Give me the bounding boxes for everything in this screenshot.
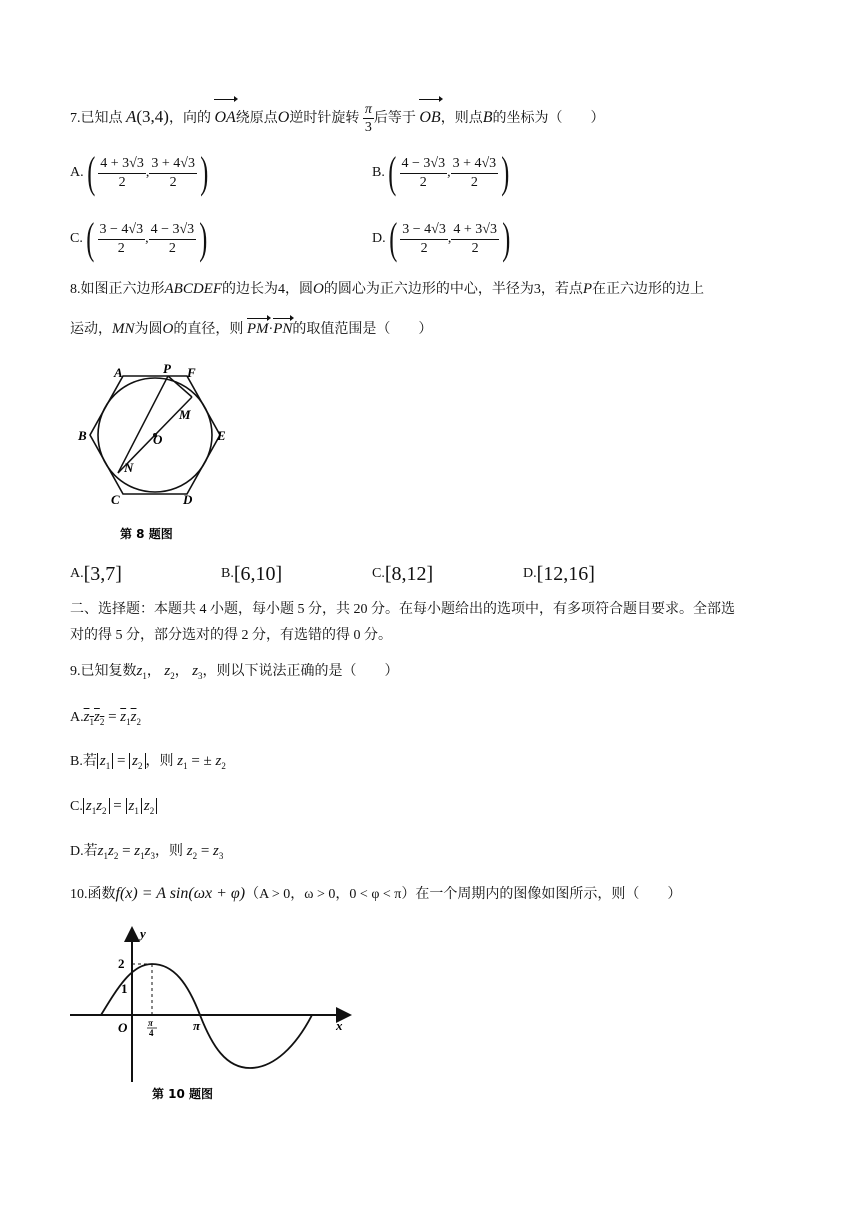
q7-stem: 7.已知点 A(3,4)，向的 OA绕原点O逆时针旋转 $\frac{\pi}{3}$ 后等于 OB，则点B的坐标为（ ）: [70, 101, 605, 136]
label-d: D: [183, 492, 193, 507]
q9-option-a[interactable]: $A.z_1z_2 = \overline{z}_1\overline{z}_2$: [70, 709, 141, 727]
tick-x-pi: π: [193, 1018, 201, 1033]
vector-oa: OA: [214, 101, 235, 135]
label-a: A: [114, 365, 123, 380]
label-m: M: [179, 407, 191, 422]
q10-stem: 10.函数f(x) = A sin(ωx + φ)（A > 0，ω > 0，0 < φ < π）在一个周期内的图像如图所示，则（ ）: [70, 885, 682, 902]
q8-option-a[interactable]: A.[3,7]: [70, 563, 122, 585]
q9-stem: 9.已知复数$z_1$， $z_2$， $z_3$，则以下说法正确的是（ ）: [70, 663, 399, 681]
tick-x-pi-over-4-den: 4: [149, 1028, 154, 1038]
section2-line1: 二、选择题：本题共 4 小题，每小题 5 分，共 20 分。在每小题给出的选项中，有多项符合题目要求。全部选: [70, 602, 735, 617]
q7-option-a[interactable]: A. ( $\frac{4 + 3√3}{2}$ , $\frac{3 + 4√3}{2}$ ): [70, 148, 209, 197]
q8-option-b[interactable]: B.[6,10]: [221, 563, 283, 585]
y-axis-label: y: [140, 926, 146, 941]
tick-x-pi-over-4-num: π: [148, 1018, 153, 1028]
x-axis-label: x: [336, 1018, 343, 1033]
q7-option-b[interactable]: B. ( $\frac{4 - 3√3}{2}$ , $\frac{3 + 4√3}{2}$ ): [372, 148, 510, 197]
origin-label: O: [118, 1020, 128, 1035]
label-f: F: [187, 365, 196, 380]
label-p: P: [163, 361, 171, 376]
figure-8-caption: 第 8 题图: [120, 527, 173, 541]
label-b: B: [78, 428, 87, 443]
q9-option-c[interactable]: C. $z_1z_2 = z_1$ $z_2$: [70, 797, 157, 817]
q8-stem-line1: 8.如图正六边形ABCDEF的边长为4，圆O的圆心为正六边形的中心，半径为3，若点P在正六边形的边上: [70, 281, 705, 297]
label-o: O: [153, 432, 163, 447]
section2-line2: 对的得 5 分，部分选对的得 2 分，有选错的得 0 分。: [70, 628, 392, 643]
tick-y-2: 2: [118, 956, 125, 971]
label-e: E: [217, 428, 226, 443]
line-pn: [118, 376, 168, 473]
q9-option-d[interactable]: D.若$z_1z_2 = z_1z_3$，则 $z_2 = z_3$: [70, 843, 224, 861]
q8-option-c[interactable]: C.[8,12]: [372, 563, 434, 585]
vector-pm: PM: [246, 321, 269, 337]
q9-option-b[interactable]: B.若 $z_1 = z_2$ ，则 $z_1$ = ± $z_2$: [70, 753, 226, 771]
angle-fraction: $\frac{\pi}{3}$: [364, 101, 372, 136]
label-n: N: [124, 460, 134, 475]
q7-option-c[interactable]: C. ( $\frac{3 - 4√3}{2}$ , $\frac{4 - 3√3}{2}$ ): [70, 214, 208, 263]
q8-option-d[interactable]: D.[12,16]: [523, 563, 595, 585]
label-c: C: [111, 492, 120, 507]
vector-pn: PN: [273, 321, 293, 337]
figure-10-caption: 第 10 题图: [152, 1087, 214, 1101]
q7-option-d[interactable]: D. ( $\frac{3 - 4√3}{2}$ , $\frac{4 + 3√3}{2}$ ): [372, 214, 511, 263]
sine-graph-figure: [66, 922, 366, 1112]
q8-stem-line2: 运动，MN为圆O的直径，则 PM·PN的取值范围是（ ）: [70, 321, 433, 337]
tick-y-1: 1: [121, 981, 128, 996]
vector-ob: OB: [419, 101, 440, 135]
hexagon-figure: [70, 360, 250, 550]
